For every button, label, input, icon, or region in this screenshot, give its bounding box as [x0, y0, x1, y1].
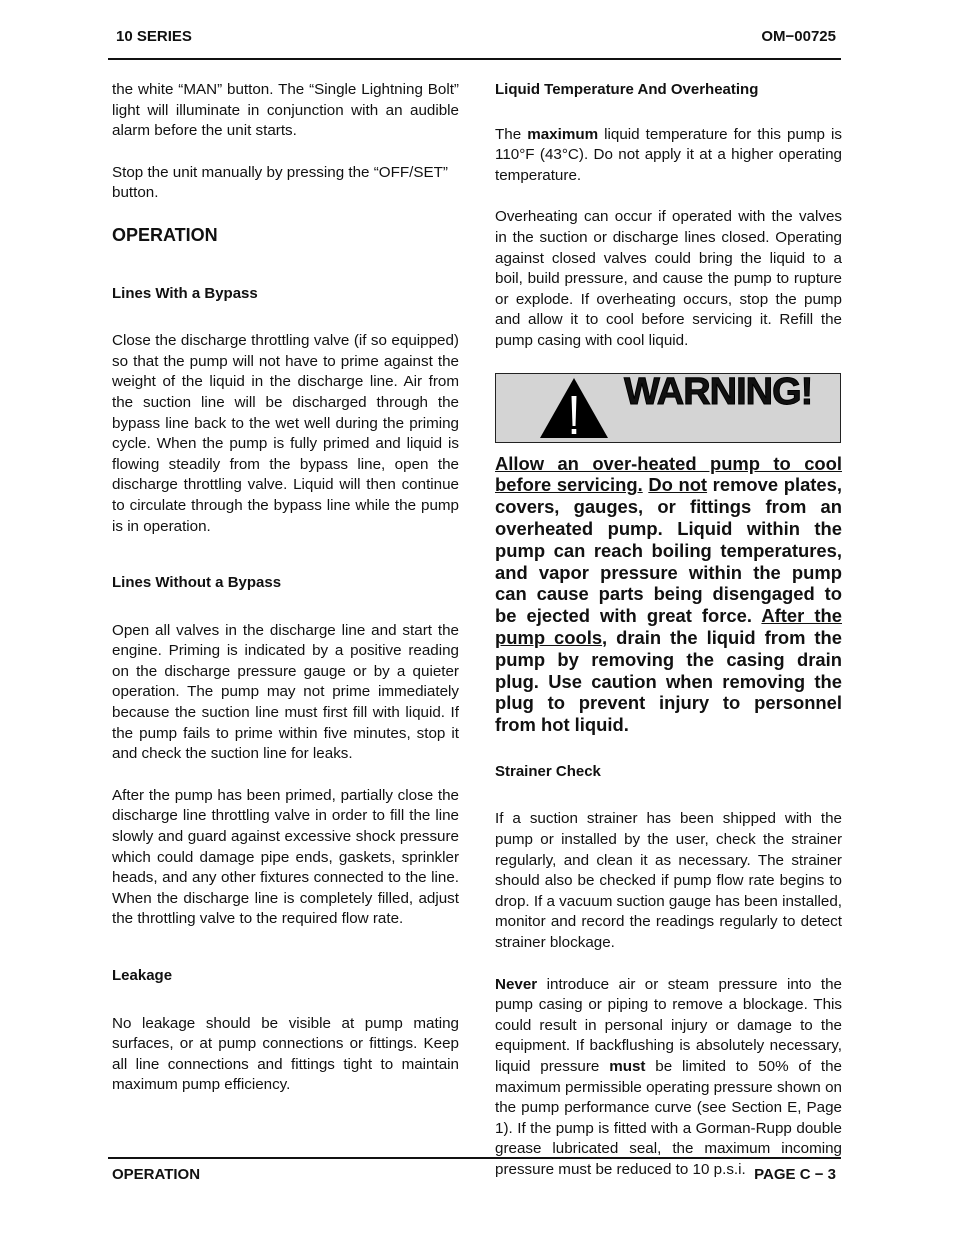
leakage-heading: Leakage — [112, 967, 173, 984]
header-rule — [108, 58, 841, 60]
section-title: OPERATION — [112, 224, 218, 245]
intro-paragraph-1: the white “MAN” button. The “Single Lightning Bolt” light will illuminate in conjunction with an audible alarm before the unit starts. — [112, 81, 459, 140]
exclamation-triangle-icon — [538, 376, 610, 440]
footer-rule — [108, 1157, 841, 1159]
leakage-paragraph: No leakage should be visible at pump mating surfaces, or at pump connections or fittings. Keep all line connections and fittings tight to maintain maximum pump efficiency. — [112, 1014, 459, 1094]
warning-do-not: Do not — [648, 474, 708, 496]
warning-banner — [495, 370, 841, 443]
temperature-paragraph-1: The maximum liquid temperature for this pump is 110°F (43°C). Do not apply it at a higher operating temperature. — [495, 125, 843, 184]
never-emphasis: Never — [495, 975, 538, 993]
no-bypass-paragraph-2: After the pump has been primed, partially close the discharge line throttling valve in order to fill the line slowly and guard against excessive shock pressure which could damage pipe ends, gaskets, sprinkler heads, and any other fixtures connected to the line. When the discharge line is completely filled, adjust the throttling valve to the required flow rate. — [112, 786, 459, 928]
right-column — [495, 80, 842, 1202]
warning-after-cools: After the pump cools — [495, 605, 842, 648]
header-doc-number: OM−00725 — [761, 28, 836, 45]
temperature-paragraph-2: Overheating can occur if operated with the valves in the suction or discharge lines closed. Operating against closed valves could bring the liquid to a boil, build pressure, and cause the pump to rupture or explode. If overheating occurs, stop the pump and allow it to cool before servicing it. Refill the pump casing with cool liquid. — [495, 208, 842, 349]
header-series: 10 SERIES — [116, 28, 192, 45]
warning-text: Allow an over-heated pump to cool before servicing. Do not remove plates, covers, gauges, or fittings from an overheated pump. Liquid within the pump can reach boiling temperatures, and vapor pressure within the pump can cause parts being disengaged to be ejected with great force. After the pump cools, drain the liquid from the pump by removing the casing drain plug. Use caution when removing the plug to prevent injury to personnel from hot liquid. — [495, 452, 842, 736]
bypass-heading: Lines With a Bypass — [112, 284, 258, 302]
warning-label: WARNING! — [624, 370, 813, 413]
maximum-emphasis: maximum — [527, 125, 599, 143]
warning-cool-instruction: Allow an over-heated pump to cool before servicing. — [495, 452, 842, 496]
strainer-heading: Strainer Check — [495, 762, 601, 780]
no-bypass-paragraph-1: Open all valves in the discharge line and start the engine. Priming is indicated by a positive reading on the discharge pressure gauge or by a quieter operation. The pump may not prime immediately because the suction line must first fill with liquid. If the pump fails to prime within five minutes, stop it and check the suction line for leaks. — [112, 621, 459, 763]
temperature-heading: Liquid Temperature And Overheating — [495, 81, 759, 98]
intro-paragraph-2: Stop the unit manually by pressing the “OFF/SET” button. — [112, 163, 448, 202]
no-bypass-heading: Lines Without a Bypass — [112, 574, 282, 592]
footer-section: OPERATION — [112, 1166, 201, 1183]
strainer-paragraph: If a suction strainer has been shipped with the pump or installed by the user, check the strainer regularly, and clean it as necessary. The strainer should also be checked if pump flow rate begins to drop. If a vacuum suction gauge has been installed, monitor and record the readings regularly to detect strainer blockage. — [495, 810, 843, 952]
left-column — [112, 80, 459, 1117]
never-paragraph: Never introduce air or steam pressure into the pump casing or piping to remove a blockage. This could result in personal injury or damage to the equipment. If backflushing is absolutely necessary, liquid pressure must be limited to 50% of the maximum permissible operating pressure shown on the pump performance curve (see Section E, Page 1). If the pump is fitted with a Gorman-Rupp double grease lubricated seal, the maximum incoming pressure must be reduced to 10 p.s.i. — [495, 975, 842, 1178]
must-emphasis: must — [609, 1058, 646, 1076]
bypass-paragraph: Close the discharge throttling valve (if so equipped) so that the pump will not have to prime against the weight of the liquid in the discharge line. Air from the suction line will be discharged through the bypass line back to the wet well during the priming cycle. When the pump is fully primed and liquid is flowing steadily from the bypass line, open the discharge throttling valve. Liquid will then continue to circulate through the bypass line while the pump is in operation. — [112, 332, 459, 535]
footer-page-number: PAGE C − 3 — [754, 1166, 836, 1183]
